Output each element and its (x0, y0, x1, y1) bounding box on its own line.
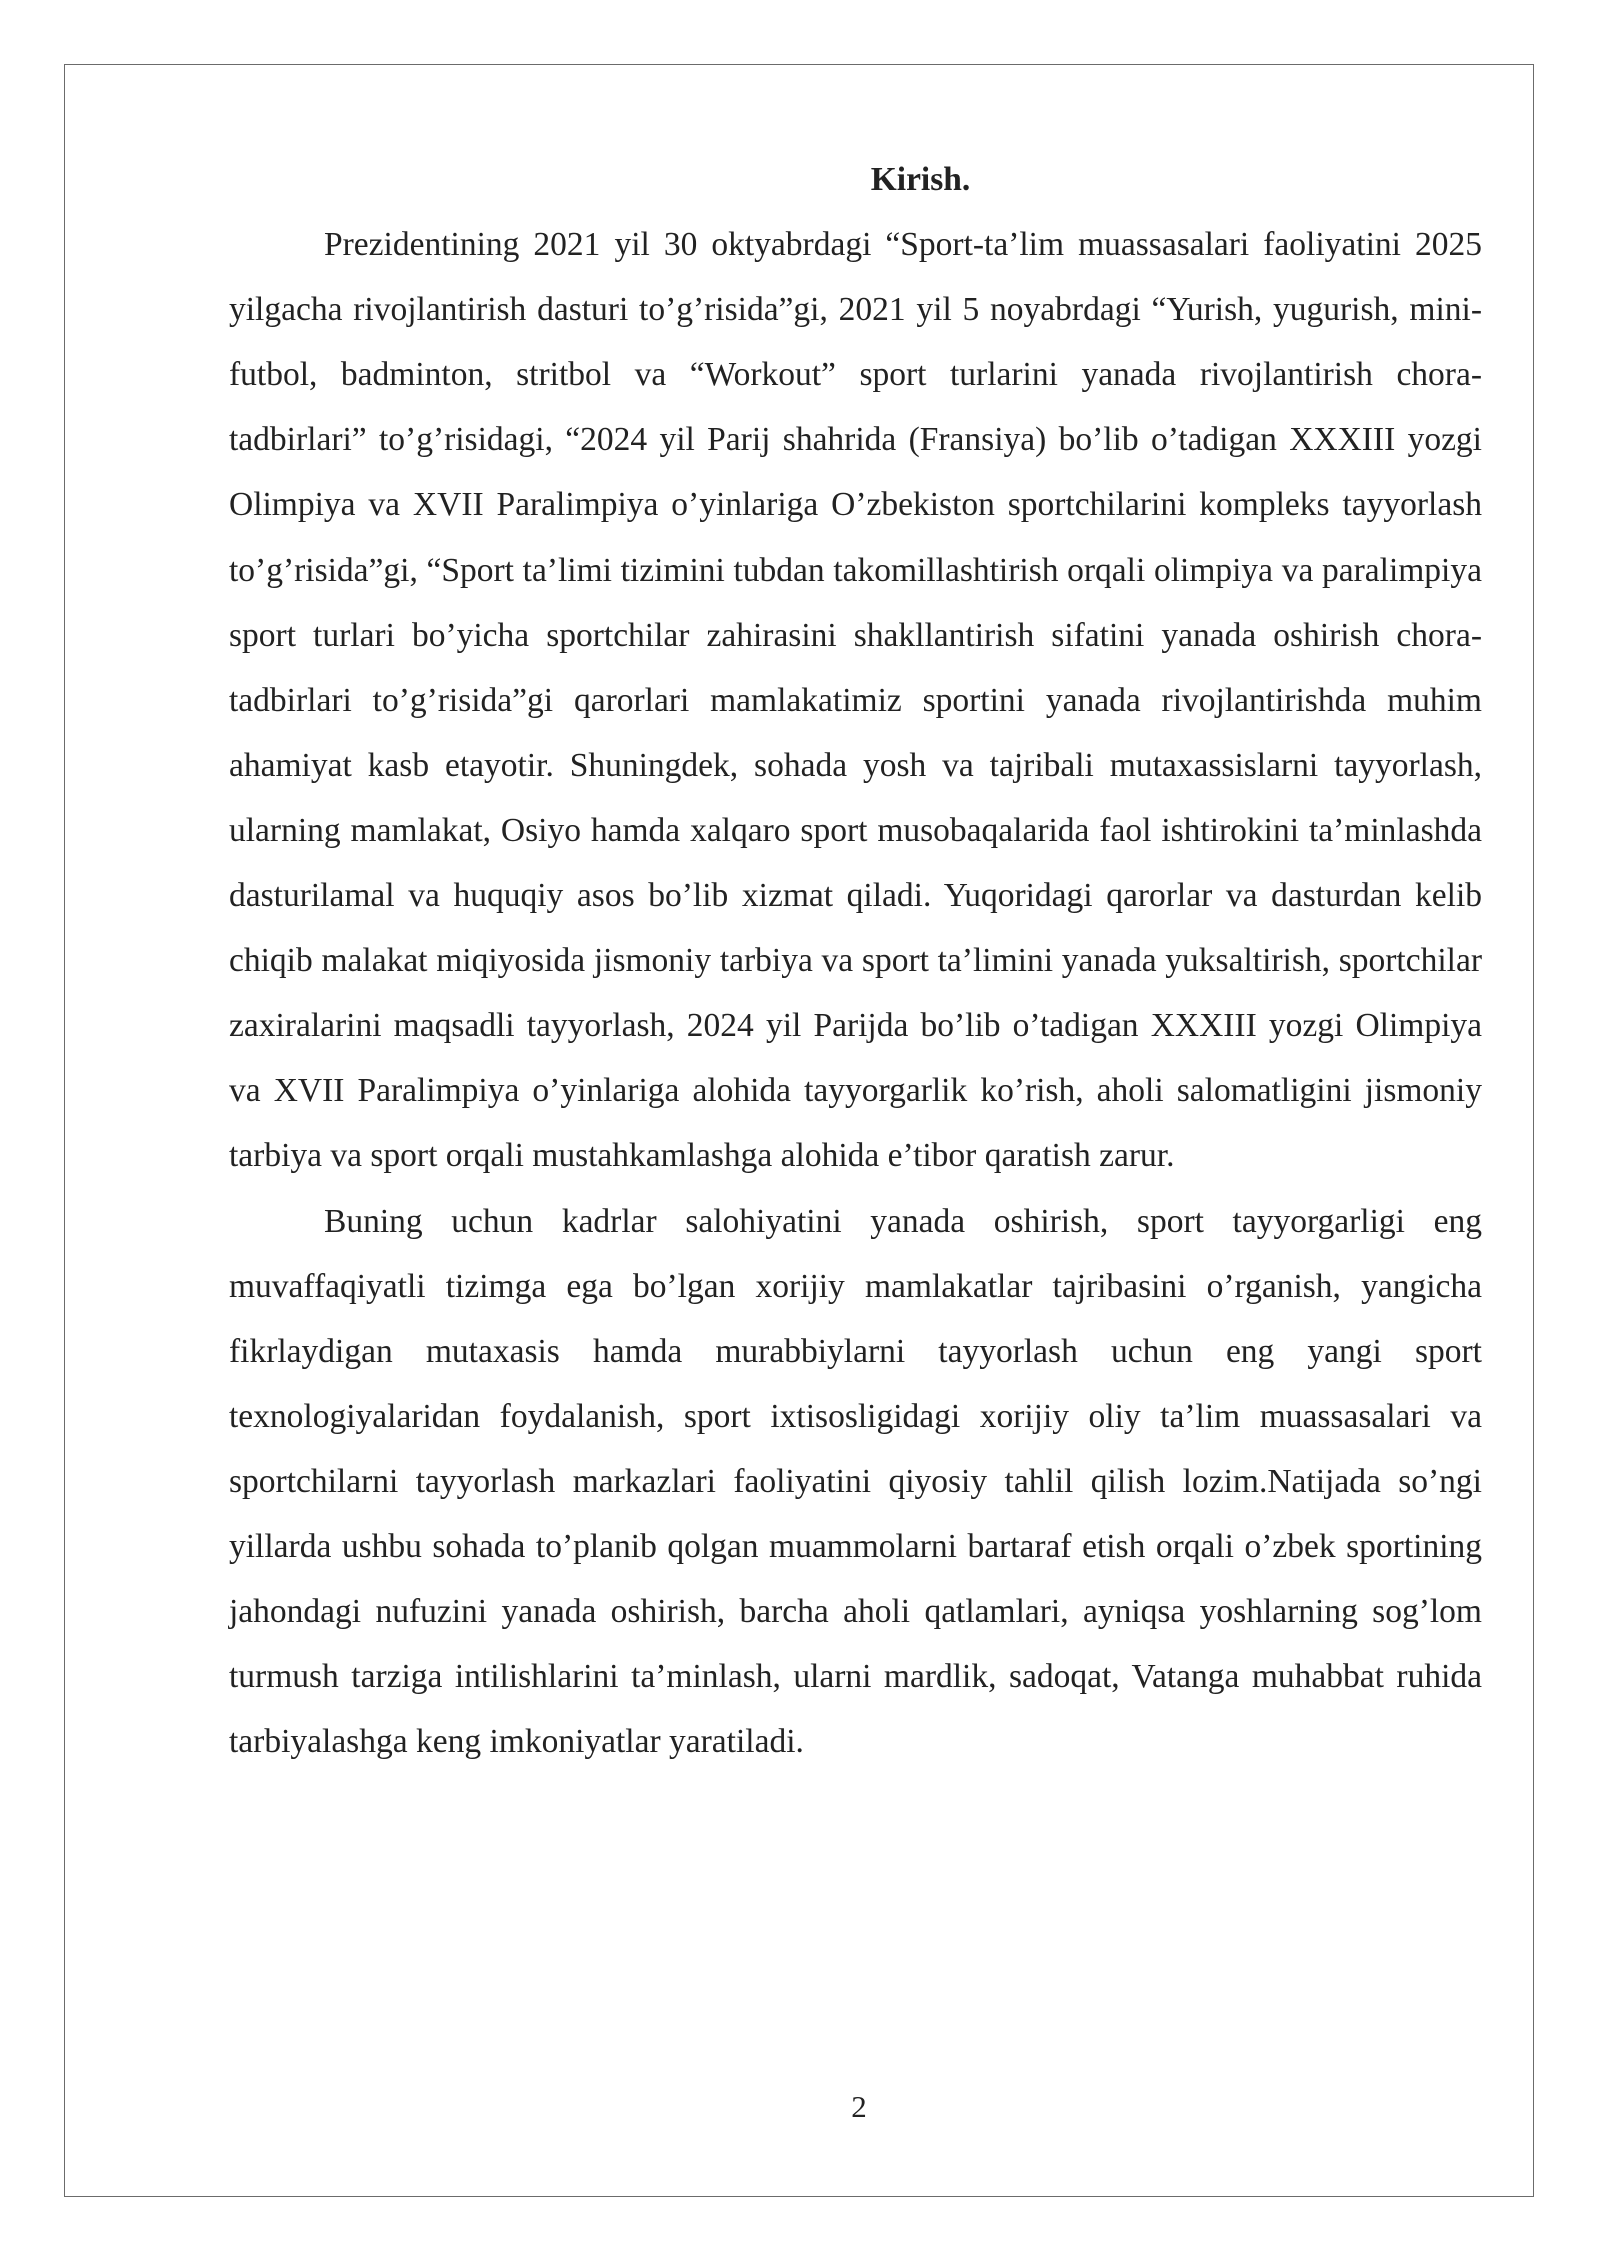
paragraph-1: Prezidentining 2021 yil 30 oktyabrdagi “Sport-ta’lim muassasalari faoliyatini 2025 yilgacha rivojlantirish dasturi to’g’risida”gi, 2021 yil 5 noyabrdagi “Yurish, yugurish, mini-futbol, badminton, stritbol va “Workout” sport turlarini yanada rivojlantirish chora-tadbirlari” to’g’risidagi, “2024 yil Parij shahrida (Fransiya) bo’lib o’tadigan XXXIII yozgi Olimpiya va XVII Paralimpiya o’yinlariga O’zbekiston sportchilarini kompleks tayyorlash to’g’risida”gi, “Sport ta’limi tizimini tubdan takomillashtirish orqali olimpiya va paralimpiya sport turlari bo’yicha sportchilar zahirasini shakllantirish sifatini yanada oshirish chora-tadbirlari to’g’risida”gi qarorlari mamlakatimiz sportini yanada rivojlantirishda muhim ahamiyat kasb etayotir. Shuningdek, sohada yosh va tajribali mutaxassislarni tayyorlash, ularning mamlakat, Osiyo hamda xalqaro sport musobaqalarida faol ishtirokini ta’minlashda dasturilamal va huquqiy asos bo’lib xizmat qiladi. Yuqoridagi qarorlar va dasturdan kelib chiqib malakat miqiyosida jismoniy tarbiya va sport ta’limini yanada yuksaltirish, sportchilar zaxiralarini maqsadli tayyorlash, 2024 yil Parijda bo’lib o’tadigan XXXIII yozgi Olimpiya va XVII Paralimpiya o’yinlariga alohida tayyorgarlik ko’rish, aholi salomatligini jismoniy tarbiya va sport orqali mustahkamlashga alohida e’tibor qaratish zarur. (229, 226, 1482, 1175)
page-number: 2 (851, 2089, 867, 2124)
document-body (229, 147, 1482, 1774)
section-title: Kirish. (870, 161, 971, 198)
paragraph-2: Buning uchun kadrlar salohiyatini yanada oshirish, sport tayyorgarligi eng muvaffaqiyatli tizimga ega bo’lgan xorijiy mamlakatlar tajribasini o’rganish, yangicha fikrlaydigan mutaxasis hamda murabbiylarni tayyorlash uchun eng yangi sport texnologiyalaridan foydalanish, sport ixtisosligidagi xorijiy oliy ta’lim muassasalari va sportchilarni tayyorlash markazlari faoliyatini qiyosiy tahlil qilish lozim.Natijada so’ngi yillarda ushbu sohada to’planib qolgan muammolarni bartaraf etish orqali o’zbek sportining jahondagi nufuzini yanada oshirish, barcha aholi qatlamlari, ayniqsa yoshlarning sog’lom turmush tarziga intilishlarini ta’minlash, ularni mardlik, sadoqat, Vatanga muhabbat ruhida tarbiyalashga keng imkoniyatlar yaratiladi. (229, 1202, 1482, 1761)
